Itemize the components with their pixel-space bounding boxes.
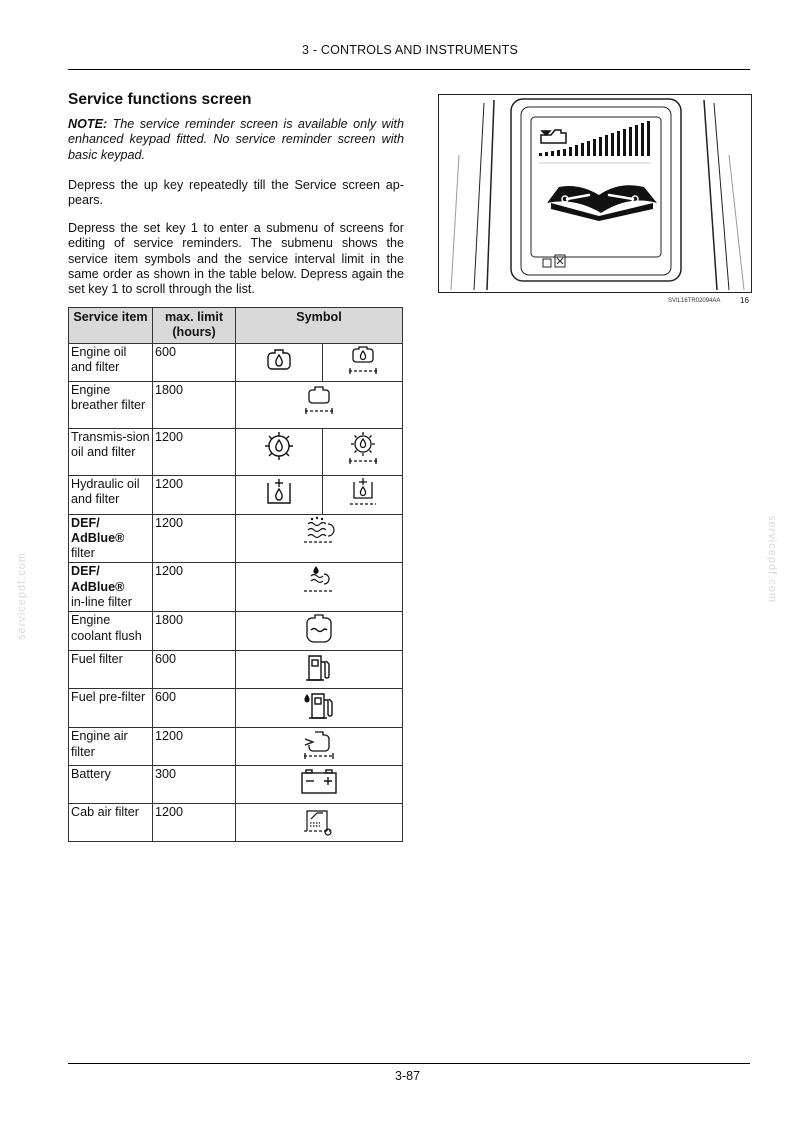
cell-service-item: Engine air filter [69,728,153,766]
table-row [69,428,403,475]
watermark-left: servicepdf.com [16,552,28,640]
cell-limit: 1200 [153,728,236,766]
paragraph-up-key: Depress the up key repeatedly till the Service screen ap-pears. [68,178,404,208]
note-label: NOTE: [68,117,108,131]
def-filter-icon [300,516,338,548]
oil-can-icon [541,130,566,143]
cell-service-item-bold: DEF/ AdBlue® [71,564,125,594]
service-interval-table [68,307,403,842]
header-max-limit: max. limit (hours) [153,308,236,344]
table-row [69,343,403,381]
table-row [69,766,403,804]
figure-number: 16 [740,296,749,305]
cell-limit: 1800 [153,612,236,651]
engine-oil-filter-icon [346,345,380,377]
cell-limit: 600 [153,343,236,381]
cell-service-item: Cab air filter [69,804,153,842]
cell-service-item: in-line filter [71,595,132,610]
cell-service-item: Fuel filter [69,651,153,689]
table-row [69,475,403,514]
figure-caption: SVIL16TR02094AA [668,298,721,304]
footer-rule [68,1063,750,1064]
table-row [69,804,403,842]
fuel-filter-icon [305,652,333,684]
cell-service-item: Engine oil and filter [69,343,153,381]
header-service-item: Service item [69,308,153,344]
engine-oil-icon [264,345,294,375]
cell-service-item-bold: DEF/ AdBlue® [71,515,125,545]
cell-service-item: Battery [69,766,153,804]
paragraph-set-key: Depress the set key 1 to enter a submenu of screens for editing of service reminders. The submenu shows the service item symbols and the service interval limit in the same order as shown in the table below. Depress again the set key 1 to scroll through the list. [68,221,404,297]
transmission-oil-filter-icon [346,430,380,466]
table-row [69,689,403,728]
service-screen-figure [438,94,752,293]
def-inline-filter-icon [301,564,337,596]
cell-limit: 1200 [153,804,236,842]
transmission-oil-icon [263,430,295,462]
watermark-right: servicepdf.com [766,515,778,603]
table-row [69,563,403,612]
table-row [69,514,403,563]
hydraulic-oil-filter-icon [347,477,379,509]
table-row [69,728,403,766]
engine-coolant-icon [304,613,334,645]
cab-air-filter-icon [301,805,337,837]
section-title: Service functions screen [68,91,252,108]
battery-icon [299,767,339,797]
cell-service-item: Hydraulic oil and filter [69,475,153,514]
header-rule [68,69,750,70]
table-header-row [69,308,403,344]
engine-air-filter-icon [301,729,337,761]
fuel-prefilter-icon [302,690,336,722]
level-bars [539,121,650,156]
cell-limit: 600 [153,651,236,689]
table-row [69,651,403,689]
table-row [69,612,403,651]
display-illustration [439,95,751,292]
note-text: The service reminder screen is available only with enhanced keypad fitted. No service reminder screen with basic keypad. [68,117,404,162]
cell-service-item: Engine breather filter [69,381,153,428]
table-row [69,381,403,428]
cell-service-item: Transmis-sion oil and filter [69,428,153,475]
cell-service-item: Engine coolant flush [69,612,153,651]
cell-service-item: filter [71,546,95,561]
cell-limit: 1200 [153,514,236,563]
note-paragraph [68,117,404,163]
cell-limit: 1800 [153,381,236,428]
cell-limit: 600 [153,689,236,728]
page-number: 3-87 [395,1069,421,1083]
running-header: 3 - CONTROLS AND INSTRUMENTS [302,43,519,57]
cell-limit: 1200 [153,428,236,475]
cell-limit: 1200 [153,563,236,612]
hydraulic-oil-icon [264,477,294,507]
cell-limit: 300 [153,766,236,804]
service-book-icon [547,185,657,221]
engine-breather-filter-icon [302,383,336,417]
cell-service-item: Fuel pre-filter [69,689,153,728]
header-symbol: Symbol [236,308,403,344]
cell-limit: 1200 [153,475,236,514]
